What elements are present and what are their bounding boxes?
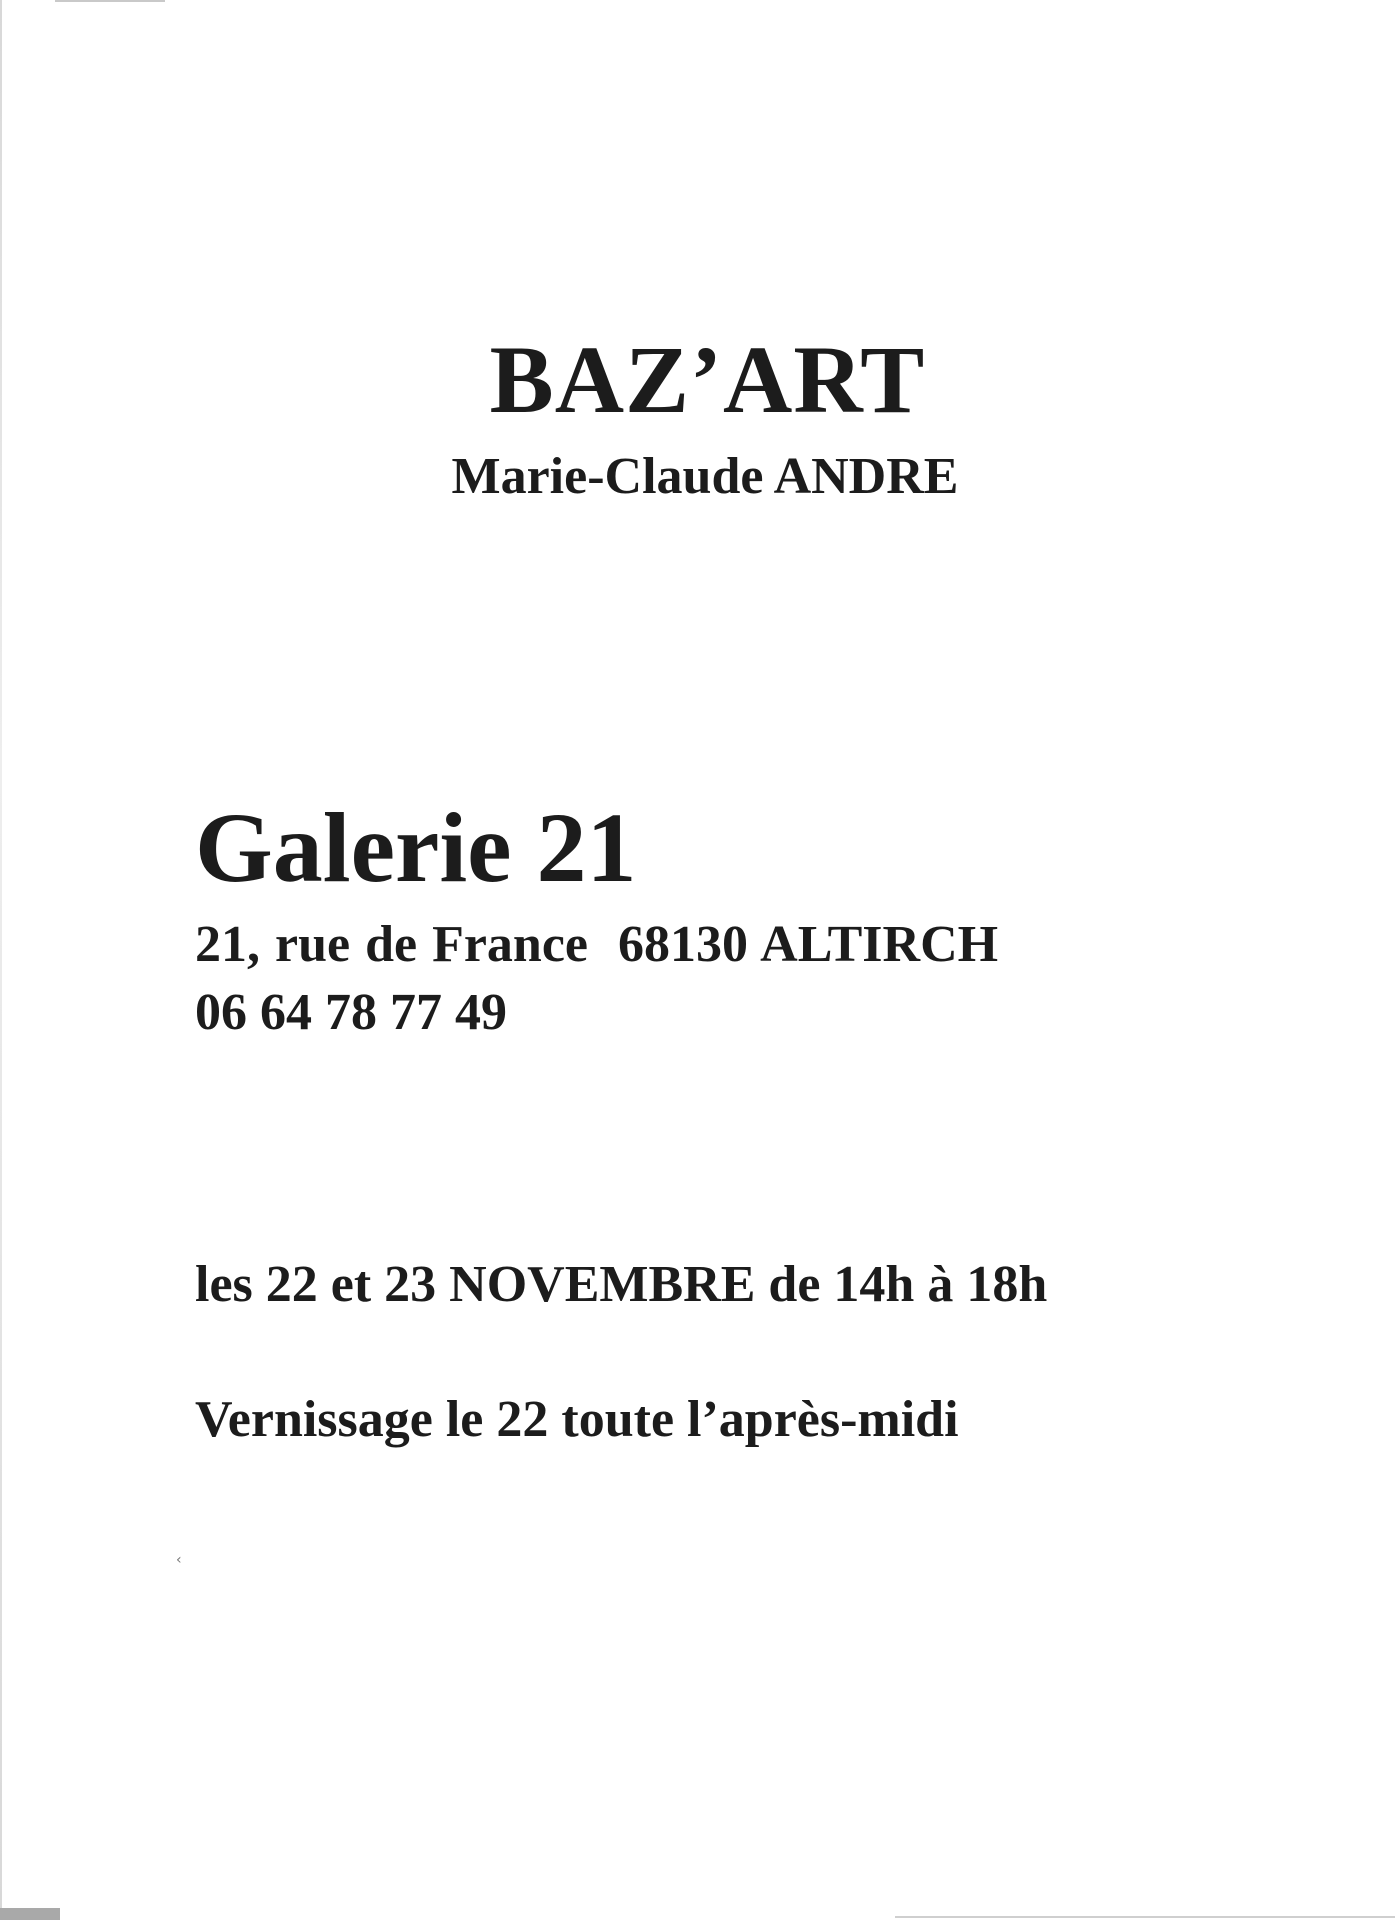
gallery-address-text: 21, rue de France 68130 ALTIRCH bbox=[195, 916, 999, 973]
exhibition-title: BAZ’ART bbox=[489, 326, 926, 433]
scan-mark-top bbox=[55, 0, 165, 2]
scan-edge bbox=[0, 0, 2, 1920]
event-dates: les 22 et 23 NOVEMBRE de 14h à 18h bbox=[195, 1256, 1048, 1313]
gallery-name: Galerie 21 bbox=[195, 792, 637, 903]
scan-mark-bottom-left bbox=[0, 1908, 60, 1920]
opening-info: Vernissage le 22 toute l’après-midi bbox=[195, 1391, 959, 1448]
gallery-phone: 06 64 78 77 49 bbox=[195, 984, 507, 1041]
scan-mark-bottom-right bbox=[895, 1916, 1395, 1918]
scan-speck: ‹ bbox=[176, 1552, 182, 1568]
artist-name: Marie-Claude ANDRE bbox=[451, 448, 959, 505]
gallery-address bbox=[195, 915, 998, 975]
